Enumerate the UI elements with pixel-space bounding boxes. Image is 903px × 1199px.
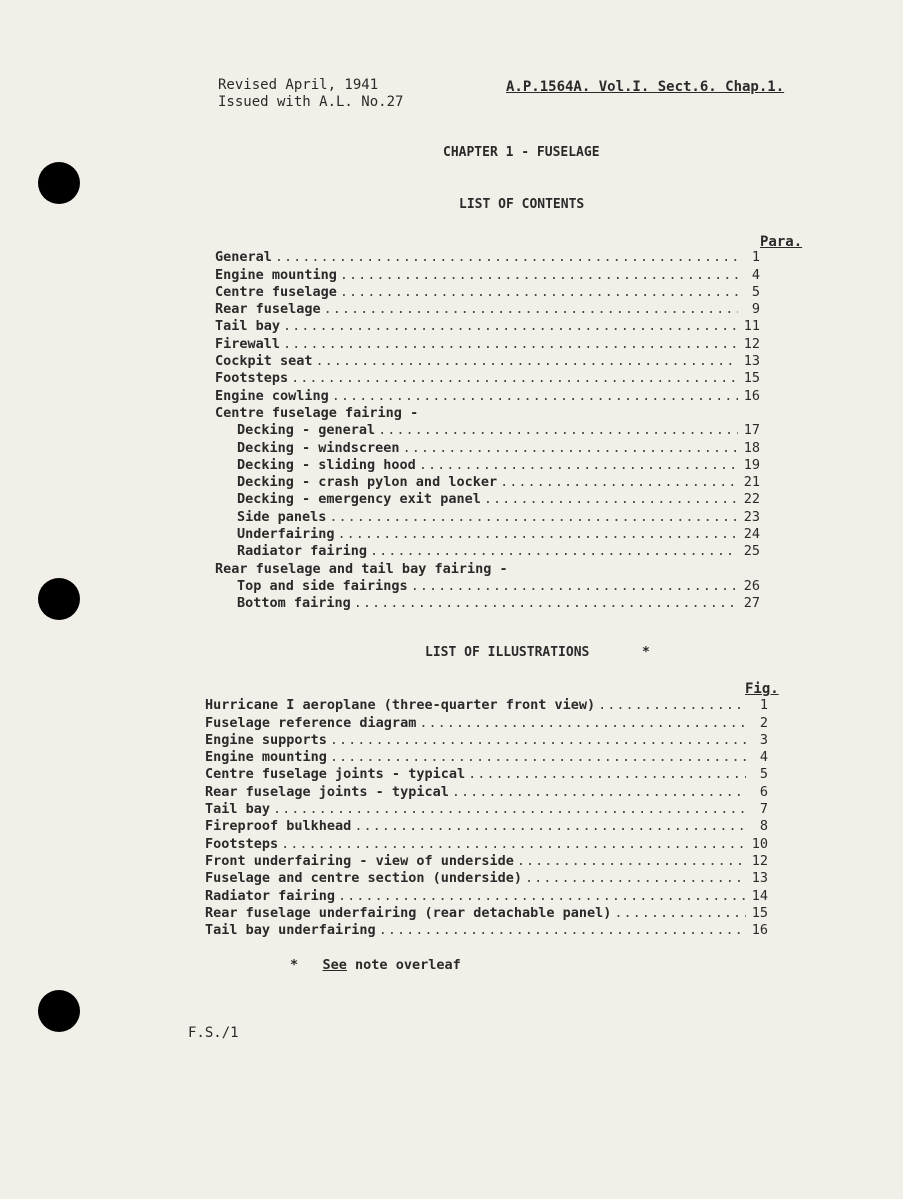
- list-item: [205, 869, 768, 886]
- list-item: [215, 525, 760, 542]
- list-item: [205, 748, 768, 765]
- item-number: 1: [759, 697, 768, 714]
- leader-dots: [611, 905, 746, 921]
- item-label: Radiator fairing: [205, 887, 336, 904]
- item-label: Engine mounting: [215, 266, 337, 283]
- item-number: 24: [743, 526, 760, 543]
- item-label: Engine mounting: [205, 749, 327, 766]
- item-label: Front underfairing - view of underside: [205, 852, 514, 869]
- item-number: 10: [751, 835, 768, 852]
- leader-dots: [465, 766, 746, 782]
- punch-hole: [38, 162, 80, 204]
- leader-dots: [376, 922, 746, 938]
- list-item: [215, 490, 760, 507]
- list-item: [205, 852, 768, 869]
- item-label: Rear fuselage and tail bay fairing -: [215, 560, 508, 577]
- item-number: 16: [751, 922, 768, 939]
- item-label: Engine cowling: [215, 387, 329, 404]
- list-item: [205, 765, 768, 782]
- item-label: Firewall: [215, 335, 281, 352]
- list-item: [205, 782, 768, 799]
- item-label: Decking - sliding hood: [237, 456, 416, 473]
- list-item: [215, 421, 760, 438]
- leader-dots: [351, 818, 746, 834]
- item-number: 12: [751, 852, 768, 869]
- overleaf-note: [290, 957, 461, 973]
- item-label: Centre fuselage fairing -: [215, 404, 419, 421]
- leader-dots: [321, 301, 738, 317]
- leader-dots: [337, 284, 738, 300]
- item-number: 19: [743, 456, 760, 473]
- item-label: Decking - emergency exit panel: [237, 491, 481, 508]
- item-label: Fireproof bulkhead: [205, 818, 352, 835]
- leader-dots: [514, 853, 746, 869]
- item-label: Rear fuselage: [215, 301, 321, 318]
- leader-dots: [595, 697, 746, 713]
- list-item: [215, 559, 760, 576]
- leader-dots: [326, 509, 738, 525]
- item-number: 5: [759, 766, 768, 783]
- list-item: [215, 577, 760, 594]
- contents-title: LIST OF CONTENTS: [459, 197, 585, 212]
- item-label: Fuselage and centre section (underside): [205, 870, 522, 887]
- item-number: 23: [743, 508, 760, 525]
- item-label: Radiator fairing: [237, 543, 368, 560]
- leader-dots: [278, 836, 746, 852]
- item-number: 8: [759, 818, 768, 835]
- item-label: Decking - general: [237, 422, 376, 439]
- note-text: note overleaf: [346, 957, 461, 973]
- leader-dots: [280, 318, 738, 334]
- fig-column-head: Fig.: [745, 681, 779, 697]
- item-number: 15: [751, 904, 768, 921]
- leader-dots: [367, 543, 738, 559]
- note-see: See: [322, 957, 347, 973]
- list-item: [215, 438, 760, 455]
- leader-dots: [497, 474, 738, 490]
- list-item: [215, 369, 760, 386]
- item-number: 17: [743, 422, 760, 439]
- item-number: 3: [759, 731, 768, 748]
- leader-dots: [327, 732, 746, 748]
- list-item: [215, 265, 760, 282]
- list-item: [205, 886, 768, 903]
- list-item: [215, 386, 760, 403]
- item-number: 16: [743, 387, 760, 404]
- leader-dots: [280, 336, 738, 352]
- list-item: [205, 834, 768, 851]
- item-number: 27: [743, 595, 760, 612]
- list-item: [215, 352, 760, 369]
- contents-list: [215, 248, 760, 611]
- item-number: 9: [751, 301, 760, 318]
- para-column-head: Para.: [760, 234, 803, 250]
- leader-dots: [327, 749, 746, 765]
- illustrations-title: LIST OF ILLUSTRATIONS: [425, 645, 590, 660]
- illustrations-list: [205, 696, 768, 938]
- list-item: [205, 904, 768, 921]
- list-item: [215, 594, 760, 611]
- leader-dots: [481, 491, 738, 507]
- item-number: 14: [751, 887, 768, 904]
- leader-dots: [408, 578, 738, 594]
- revision-info: [218, 77, 403, 111]
- item-label: Side panels: [237, 508, 327, 525]
- leader-dots: [335, 526, 738, 542]
- item-number: 11: [743, 318, 760, 335]
- list-item: [215, 248, 760, 265]
- amendment-list: Issued with A.L. No.27: [218, 94, 404, 110]
- leader-dots: [522, 870, 746, 886]
- leader-dots: [375, 422, 738, 438]
- item-number: 13: [743, 353, 760, 370]
- leader-dots: [329, 388, 738, 404]
- leader-dots: [313, 353, 738, 369]
- leader-dots: [400, 440, 738, 456]
- item-label: Tail bay underfairing: [205, 922, 376, 939]
- list-item: [205, 921, 768, 938]
- item-label: Footsteps: [215, 370, 289, 387]
- leader-dots: [337, 267, 738, 283]
- item-label: Fuselage reference diagram: [205, 714, 417, 731]
- list-item: [215, 542, 760, 559]
- item-number: 4: [759, 749, 768, 766]
- item-label: Underfairing: [237, 526, 335, 543]
- illustrations-marker: *: [642, 645, 650, 660]
- item-label: Cockpit seat: [215, 353, 313, 370]
- item-number: 21: [743, 474, 760, 491]
- list-item: [215, 473, 760, 490]
- item-number: 6: [759, 783, 768, 800]
- list-item: [205, 713, 768, 730]
- item-label: Rear fuselage joints - typical: [205, 783, 449, 800]
- note-star: *: [290, 957, 299, 973]
- item-number: 7: [759, 801, 768, 818]
- list-item: [205, 817, 768, 834]
- item-label: Tail bay: [205, 801, 271, 818]
- leader-dots: [270, 801, 746, 817]
- list-item: [205, 696, 768, 713]
- leader-dots: [449, 784, 746, 800]
- list-item: [205, 731, 768, 748]
- leader-dots: [416, 457, 738, 473]
- item-number: 22: [743, 491, 760, 508]
- item-number: 12: [743, 335, 760, 352]
- item-label: Rear fuselage underfairing (rear detachable panel): [205, 904, 612, 921]
- item-label: Footsteps: [205, 835, 279, 852]
- item-number: 26: [743, 577, 760, 594]
- chapter-title: CHAPTER 1 - FUSELAGE: [443, 145, 600, 160]
- list-item: [215, 283, 760, 300]
- page-footer: F.S./1: [188, 1025, 239, 1041]
- item-label: Decking - crash pylon and locker: [237, 474, 498, 491]
- item-number: 18: [743, 439, 760, 456]
- list-item: [215, 456, 760, 473]
- item-label: Top and side fairings: [237, 577, 408, 594]
- list-item: [215, 300, 760, 317]
- item-label: Bottom fairing: [237, 595, 351, 612]
- list-item: [215, 507, 760, 524]
- leader-dots: [351, 595, 738, 611]
- publication-reference: A.P.1564A. Vol.I. Sect.6. Chap.1.: [506, 79, 785, 95]
- item-label: Centre fuselage: [215, 283, 337, 300]
- item-label: Tail bay: [215, 318, 281, 335]
- list-item: [215, 317, 760, 334]
- list-item: [205, 800, 768, 817]
- item-label: Centre fuselage joints - typical: [205, 766, 466, 783]
- punch-hole: [38, 990, 80, 1032]
- item-number: 25: [743, 543, 760, 560]
- item-label: Engine supports: [205, 731, 327, 748]
- list-item: [215, 404, 760, 421]
- item-number: 5: [751, 283, 760, 300]
- item-number: 2: [759, 714, 768, 731]
- item-number: 4: [751, 266, 760, 283]
- list-item: [215, 334, 760, 351]
- item-label: Hurricane I aeroplane (three-quarter front view): [205, 697, 596, 714]
- punch-hole: [38, 578, 80, 620]
- leader-dots: [335, 888, 746, 904]
- leader-dots: [272, 249, 738, 265]
- item-label: General: [215, 249, 272, 266]
- item-number: 13: [751, 870, 768, 887]
- leader-dots: [416, 715, 746, 731]
- item-label: Decking - windscreen: [237, 439, 400, 456]
- revision-date: Revised April, 1941: [218, 77, 379, 93]
- leader-dots: [288, 370, 738, 386]
- item-number: 1: [751, 249, 760, 266]
- item-number: 15: [743, 370, 760, 387]
